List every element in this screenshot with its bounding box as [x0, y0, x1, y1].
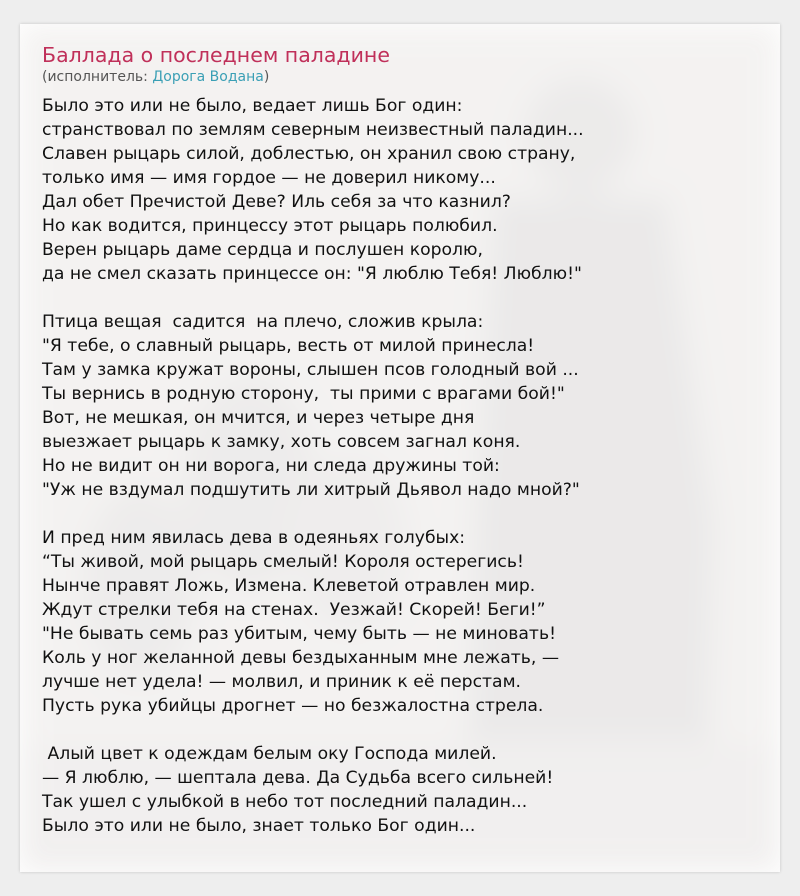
- lyric-line: Дал обет Пречистой Деве? Иль себя за что казнил?: [42, 192, 511, 212]
- lyric-line: Славен рыцарь силой, доблестью, он хранил свою страну,: [42, 144, 576, 164]
- performer-suffix: ): [263, 69, 270, 85]
- song-title: Баллада о последнем паладине: [42, 43, 390, 67]
- stanza: [42, 742, 770, 838]
- performer-link[interactable]: Дорога Водана: [152, 69, 264, 85]
- performer-prefix: (исполнитель:: [42, 69, 153, 85]
- lyric-line: И пред ним явилась дева в одеяньях голубых:: [42, 528, 466, 548]
- lyric-line: только имя — имя гордое — не доверил никому...: [42, 168, 496, 188]
- lyrics-card: [20, 24, 780, 872]
- lyric-line: Вот, не мешкая, он мчится, и через четыре дня: [42, 408, 475, 428]
- lyric-line: Нынче правят Ложь, Измена. Клеветой отравлен мир.: [42, 576, 536, 596]
- lyric-line: Так ушел с улыбкой в небо тот последний паладин...: [42, 792, 528, 812]
- lyric-line: "Уж не вздумал подшутить ли хитрый Дьявол надо мной?": [42, 480, 580, 500]
- lyric-line: да не смел сказать принцессе он: "Я люблю Тебя! Люблю!": [42, 264, 582, 284]
- lyric-line: Там у замка кружат вороны, слышен псов голодный вой ...: [42, 360, 579, 380]
- lyric-line: Алый цвет к одеждам белым оку Господа милей.: [42, 744, 497, 764]
- lyric-line: странствовал по землям северным неизвестный паладин...: [42, 120, 584, 140]
- performer-line: [42, 68, 770, 86]
- lyric-line: Было это или не было, знает только Бог один...: [42, 816, 476, 836]
- stanza: [42, 310, 770, 502]
- lyric-line: Верен рыцарь даме сердца и послушен королю,: [42, 240, 483, 260]
- lyric-line: лучше нет удела! — молвил, и приник к её перстам.: [42, 672, 522, 692]
- song-content: [42, 42, 770, 862]
- lyric-line: Пусть рука убийцы дрогнет — но безжалостна стрела.: [42, 696, 544, 716]
- lyric-line: Ждут стрелки тебя на стенах. Уезжай! Скорей! Беги!”: [42, 600, 546, 620]
- lyric-line: Но как водится, принцессу этот рыцарь полюбил.: [42, 216, 498, 236]
- lyric-line: Коль у ног желанной девы бездыханным мне лежать, —: [42, 648, 560, 668]
- lyric-line: Птица вещая садится на плечо, сложив крыла:: [42, 312, 484, 332]
- lyric-line: "Не бывать семь раз убитым, чему быть — не миновать!: [42, 624, 556, 644]
- lyric-line: выезжает рыцарь к замку, хоть совсем загнал коня.: [42, 432, 521, 452]
- lyric-line: — Я люблю, — шептала дева. Да Судьба всего сильней!: [42, 768, 554, 788]
- lyric-line: Ты вернись в родную сторону, ты прими с врагами бой!": [42, 384, 565, 404]
- stanza: [42, 526, 770, 718]
- lyric-line: "Я тебе, о славный рыцарь, весть от милой принесла!: [42, 336, 535, 356]
- lyrics-text: [42, 94, 770, 838]
- stanza: [42, 94, 770, 286]
- lyric-line: Было это или не было, ведает лишь Бог один:: [42, 96, 463, 116]
- lyric-line: “Ты живой, мой рыцарь смелый! Короля остерегись!: [42, 552, 524, 572]
- lyric-line: Но не видит он ни ворога, ни следа дружины той:: [42, 456, 500, 476]
